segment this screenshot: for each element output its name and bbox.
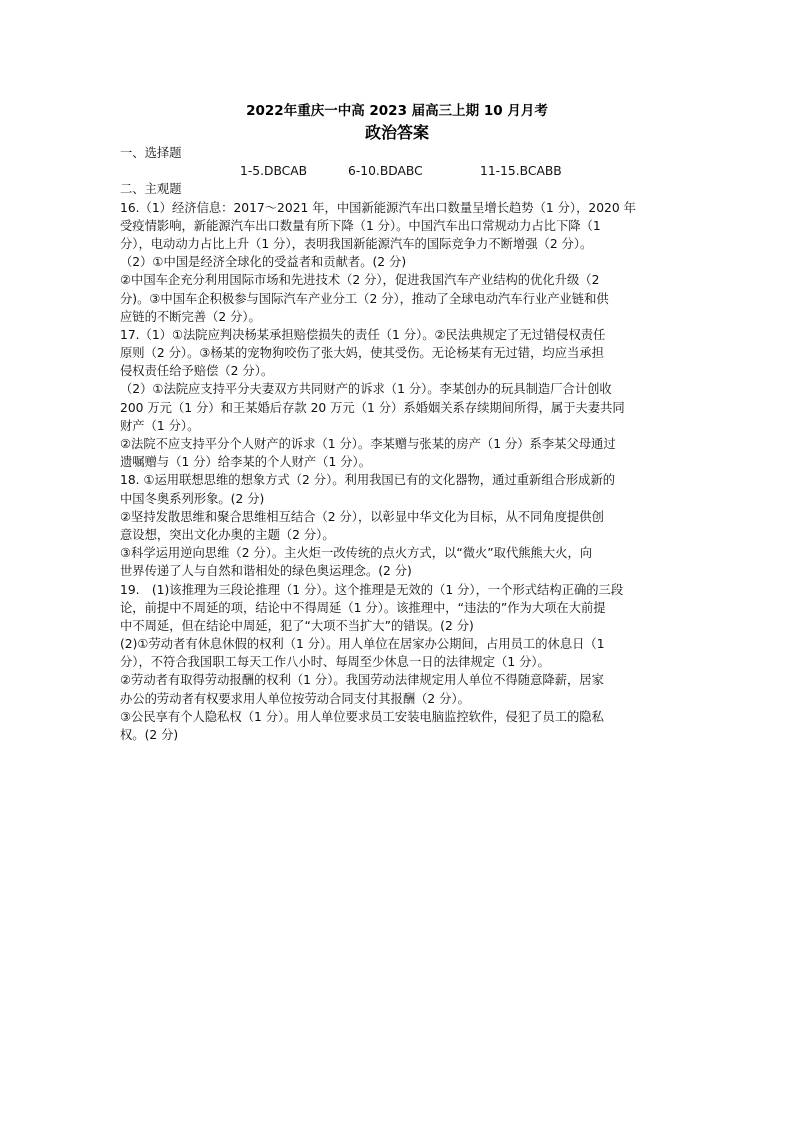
answer-line: 16.（1）经济信息：2017～2021 年，中国新能源汽车出口数量呈增长趋势（1 分），2020 年 <box>120 200 636 215</box>
section-heading-choice: 一、选择题 <box>120 146 182 160</box>
document-body <box>120 144 676 744</box>
answer-line: 19. (1)该推理为三段论推理（1 分）。这个推理是无效的（1 分），一个形式结构正确的三段 <box>120 582 624 597</box>
answer-line: 应链的不断完善（2 分）。 <box>120 309 261 324</box>
subjective-answers <box>120 199 676 745</box>
answer-line: 原则（2 分）。③杨某的宠物狗咬伤了张大妈，使其受伤。无论杨某有无过错，均应当承担 <box>120 346 604 361</box>
answer-line: 分），不符合我国职工每天工作八小时、每周至少休息一日的法律规定（1 分）。 <box>120 655 550 670</box>
document-title: 2022年重庆一中高 2023 届高三上期 10 月月考 <box>246 103 548 119</box>
answer-line: ②中国车企充分利用国际市场和先进技术（2 分），促进我国汽车产业结构的优化升级（2 <box>120 273 600 288</box>
answer-line: 分)。③中国车企积极参与国际汽车产业分工（2 分），推动了全球电动汽车行业产业链和供 <box>120 291 609 306</box>
answer-group-3: 11-15.BCABB <box>480 164 562 179</box>
answer-line: （2）①中国是经济全球化的受益者和贡献者。(2 分) <box>120 255 407 270</box>
answer-line: 中不周延，但在结论中周延，犯了“大项不当扩大”的错误。(2 分) <box>120 618 474 633</box>
answer-line: ③公民享有个人隐私权（1 分）。用人单位要求员工安装电脑监控软件，侵犯了员工的隐私 <box>120 709 604 724</box>
answer-line: 侵权责任给予赔偿（2 分）。 <box>120 364 274 379</box>
answer-line: 受疫情影响，新能源汽车出口数量有所下降（1 分）。中国汽车出口常规动力占比下降（1 <box>120 218 601 233</box>
answer-line: 17.（1）①法院应判决杨某承担赔偿损失的责任（1 分）。②民法典规定了无过错侵权责任 <box>120 327 606 342</box>
answer-line: 权。(2 分) <box>120 728 179 742</box>
answer-line: 世界传递了人与自然和谐相处的绿色奥运理念。(2 分) <box>120 564 412 579</box>
answer-line: ②劳动者有取得劳动报酬的权利（1 分）。我国劳动法律规定用人单位不得随意降薪，居家 <box>120 673 604 688</box>
choice-answers <box>120 162 676 180</box>
answer-line: （2）①法院应支持平分夫妻双方共同财产的诉求（1 分）。李某创办的玩具制造厂合计创收 <box>120 382 612 397</box>
answer-line: ②坚持发散思维和聚合思维相互结合（2 分），以彰显中华文化为目标，从不同角度提供创 <box>120 509 604 524</box>
answer-line: ③科学运用逆向思维（2 分）。主火炬一改传统的点火方式，以“微火”取代熊熊大火，向 <box>120 546 593 561</box>
answer-group-2: 6-10.BDABC <box>348 164 423 179</box>
answer-line: 论，前提中不周延的项，结论中不得周延（1 分）。该推理中，“违法的”作为大项在大前提 <box>120 600 606 615</box>
answer-line: 18. ①运用联想思维的想象方式（2 分）。利用我国已有的文化器物，通过重新组合形成新的 <box>120 473 616 488</box>
answer-line: ②法院不应支持平分个人财产的诉求（1 分）。李某赠与张某的房产（1 分）系李某父母通过 <box>120 437 616 451</box>
answer-line: 200 万元（1 分）和王某婚后存款 20 万元（1 分）系婚姻关系存续期间所得，属于夫妻共同 <box>120 400 625 415</box>
answer-line: 分），电动动力占比上升（1 分），表明我国新能源汽车的国际竞争力不断增强（2 分）。 <box>120 236 593 251</box>
section-heading-subjective: 二、主观题 <box>120 182 182 197</box>
answer-group-1: 1-5.DBCAB <box>240 164 308 179</box>
answer-line: (2)①劳动者有休息休假的权利（1 分）。用人单位在居家办公期间，占用员工的休息日（1 <box>120 637 605 652</box>
answer-line: 意设想，突出文化办奥的主题（2 分）。 <box>120 527 335 542</box>
answer-line: 财产（1 分）。 <box>120 418 200 433</box>
answer-line: 办公的劳动者有权要求用人单位按劳动合同支付其报酬（2 分）。 <box>120 691 470 706</box>
document-subtitle: 政治答案 <box>364 123 429 142</box>
answer-line: 中国冬奥系列形象。(2 分) <box>120 491 265 506</box>
answer-line: 遗嘱赠与（1 分）给李某的个人财产（1 分）。 <box>120 455 371 470</box>
